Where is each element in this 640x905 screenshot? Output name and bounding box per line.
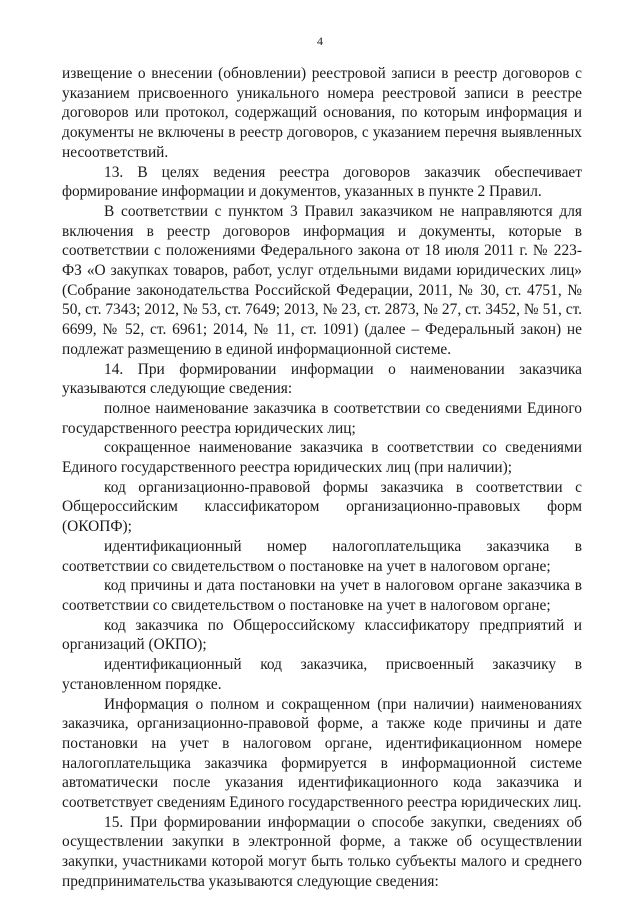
paragraph: 15. При формировании информации о способе закупки, сведениях об осуществлении закупки в электронной форме, а также об осуществлении закупки, участниками которой могут быть только субъекты малого и среднего предпринимательства указываются следующие сведения: (62, 813, 582, 890)
paragraph: код организационно-правовой формы заказчика в соответствии с Общероссийским классификатором организационно-правовых форм (ОКОПФ); (62, 478, 582, 536)
paragraph: полное наименование заказчика в соответствии со сведениями Единого государственного реестра юридических лиц; (62, 399, 582, 437)
paragraph: извещение о внесении (обновлении) реестровой записи в реестр договоров с указанием присвоенного уникального номера реестровой записи в реестре договоров или протокол, содержащий основания, по которым информация и документы не включены в реестр договоров, с указанием перечня выявленных несоответствий. (62, 65, 582, 161)
paragraph: 14. При формировании информации о наименовании заказчика указываются следующие сведения: (62, 360, 582, 398)
paragraph: идентификационный номер налогоплательщика заказчика в соответствии со свидетельством о постановке на учет в налоговом органе; (62, 537, 582, 575)
paragraph: код причины и дата постановки на учет в налоговом органе заказчика в соответствии со свидетельством о постановке на учет в налоговом органе; (62, 577, 582, 614)
paragraph: сокращенное наименование заказчика в соответствии со сведениями Единого государственного реестра юридических лиц (при наличии); (62, 439, 582, 477)
paragraph: В соответствии с пунктом 3 Правил заказчиком не направляются для включения в реестр договоров информация и документы, которые в соответствии с положениями Федерального закона от 18 июля 2011 г. № 223-ФЗ «О закупках товаров, работ, услуг отдельными видами юридических лиц» (Собрание законодательства Российской Федерации, 2011, № 30, ст. 4751, № 50, ст. 7343; 2012, № 53, ст. 7649; 2013, № 23, ст. 2873, № 27, ст. 3452, № 51, ст. 6699, № 52, ст. 6961; 2014, № 11, ст. 1091) (далее – Федеральный закон) не подлежат размещению в единой информационной системе. (62, 202, 582, 358)
document-body (62, 64, 582, 892)
paragraph: Информация о полном и сокращенном (при наличии) наименованиях заказчика, организационно-правовой форме, а также коде причины и дате постановки на учет в налоговом органе, идентификационном номере налогоплательщика заказчика формируется в информационной системе автоматически после указания идентификационного кода заказчика и соответствует сведениям Единого государственного реестра юридических лиц. (62, 695, 582, 812)
paragraph: идентификационный код заказчика, присвоенный заказчику в установленном порядке. (62, 656, 582, 693)
paragraph: код заказчика по Общероссийскому классификатору предприятий и организаций (ОКПО); (62, 616, 582, 654)
page-number: 4 (317, 34, 323, 48)
paragraph: 13. В целях ведения реестра договоров заказчик обеспечивает формирование информации и документов, указанных в пункте 2 Правил. (62, 163, 582, 201)
